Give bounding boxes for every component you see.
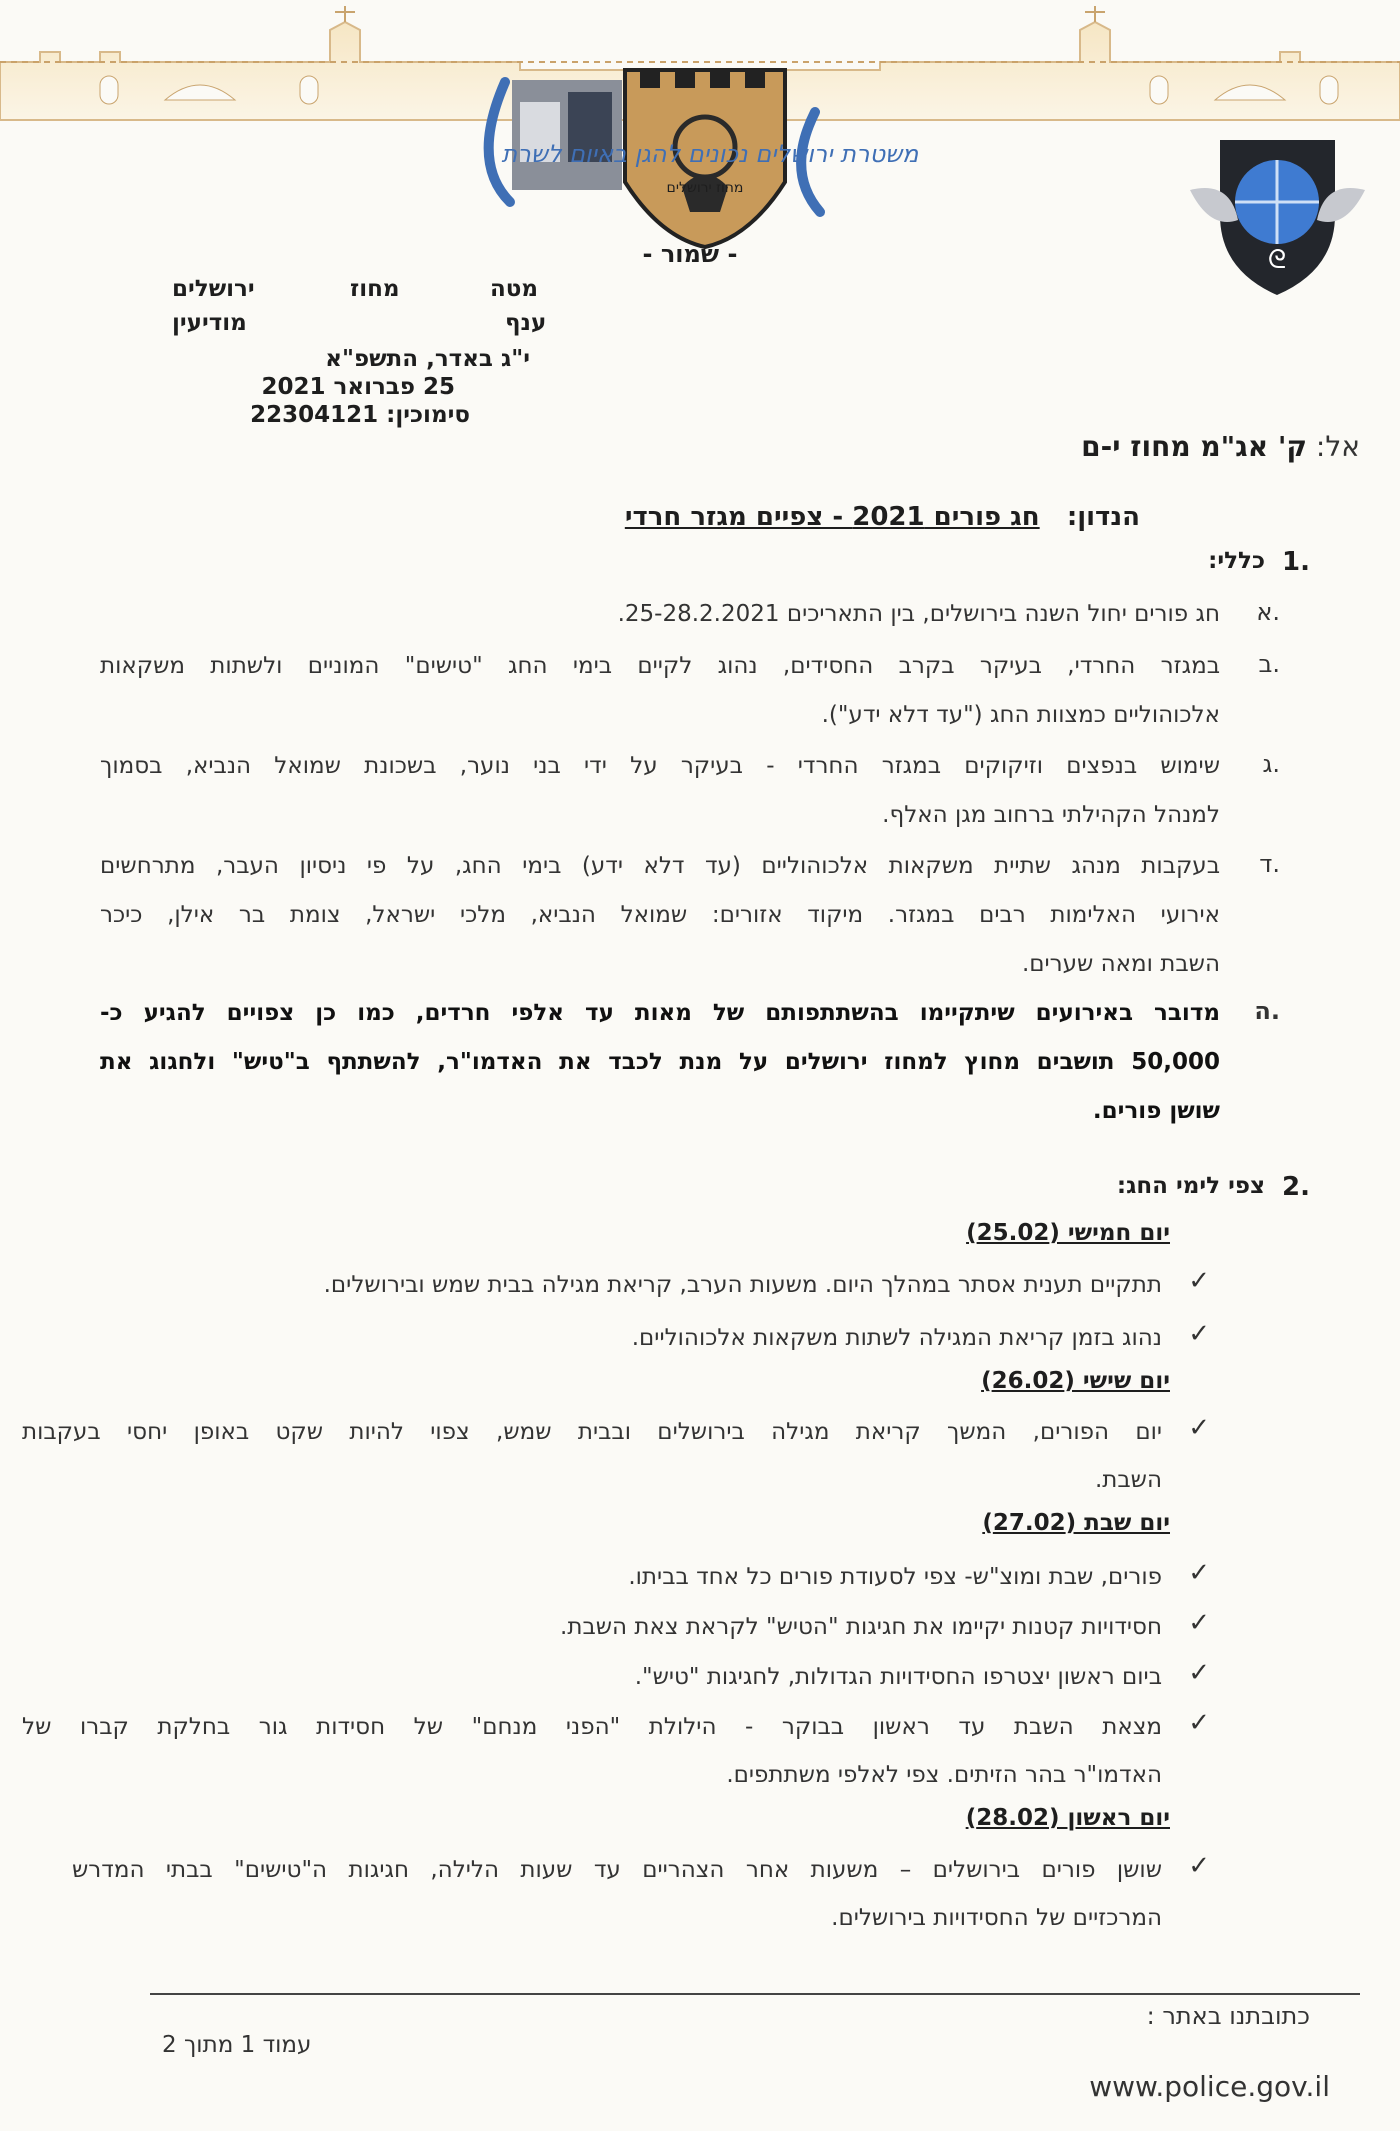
subject-line [625, 502, 1140, 532]
org-branch-1: ענף [505, 310, 547, 336]
check-icon: ✓ [1188, 1558, 1210, 1588]
section-1-item-a: חג פורים יחול השנה בירושלים, בין התאריכים 25-28.2.2021. [617, 601, 1220, 627]
item-line: אירועי האלימות רבים במגזר. מיקוד אזורים: שמואל הנביא, מלכי ישראל, צומת בר אילן, כיכר [100, 902, 1220, 928]
bullet-line: יום הפורים, המשך קריאת מגילה בירושלים ובבית שמש, צפוי להיות שקט באופן יחסי בעקבות [22, 1419, 1162, 1445]
footer-website-link[interactable]: www.police.gov.il [1089, 2070, 1330, 2103]
recipient-value: ק' אג"מ מחוז י-ם [1081, 430, 1308, 463]
bullet-line: השבת. [1094, 1467, 1162, 1493]
item-letter: ב. [1258, 650, 1280, 678]
section-1-item-c [100, 742, 1220, 840]
section-1-number: 1. [1282, 547, 1310, 577]
org-branch-2: מודיעין [172, 310, 247, 336]
day-title-saturday: יום שבת (27.02) [982, 1510, 1170, 1536]
item-line: השבת ומאה שערים. [1021, 951, 1220, 977]
subject-label: הנדון: [1066, 502, 1140, 532]
israel-police-emblem-icon [1190, 120, 1365, 300]
bullet-text: ביום ראשון יצטרפו החסידויות הגדולות, לחגיגות "טיש". [634, 1664, 1162, 1690]
section-1-item-b [100, 642, 1220, 740]
day-title-friday: יום שישי (26.02) [981, 1368, 1170, 1394]
bullet-text: נהוג בזמן קריאת המגילה לשתות משקאות אלכוהוליים. [631, 1325, 1162, 1351]
bullet-text: תתקיים תענית אסתר במהלך היום. משעות הערב, קריאת מגילה בבית שמש ובירושלים. [323, 1272, 1162, 1298]
subject-value-a: חג פורים 2021 [852, 502, 1040, 532]
day-title-sunday: יום ראשון (28.02) [965, 1805, 1170, 1831]
bullet-text: חסידויות קטנות יקיימו את חגיגות "הטיש" לקראת צאת השבת. [560, 1614, 1162, 1640]
item-letter: ג. [1262, 750, 1280, 778]
bullet-line: האדמו"ר בהר הזיתים. צפי לאלפי משתתפים. [726, 1762, 1162, 1788]
section-1-item-d [100, 842, 1220, 989]
classification-label: - שמור - [642, 240, 738, 268]
day-title-thursday: יום חמישי (25.02) [966, 1220, 1170, 1246]
section-2-number: 2. [1282, 1172, 1310, 1202]
item-letter: ד. [1259, 850, 1280, 878]
item-line: שימוש בנפצים וזיקוקים במגזר החרדי - בעיקר על ידי בני נוער, בשכונת שמואל הנביא, בסמוך [100, 753, 1220, 779]
item-letter: א. [1256, 598, 1280, 626]
section-1-title: כללי: [1208, 548, 1265, 574]
check-icon: ✓ [1188, 1266, 1210, 1296]
item-line: 50,000 תושבים מחוץ למחוז ירושלים על מנת לכבד את האדמו"ר, להשתתף ב"טיש" ולחגוג את [100, 1049, 1220, 1075]
check-icon: ✓ [1188, 1708, 1210, 1738]
item-line: במגזר החרדי, בעיקר בקרב החסידים, נהוג לקיים בימי החג "טישים" המוניים ולשתות משקאות [100, 653, 1220, 679]
item-line: למנהל הקהילתי ברחוב מגן האלף. [882, 802, 1220, 828]
org-dept-3: ירושלים [172, 276, 255, 302]
item-letter: ה. [1254, 997, 1280, 1025]
bullet-text [72, 1846, 1162, 1942]
footer-site-label: כתובתנו באתר : [1146, 2002, 1310, 2030]
subject-value-b: - צפיים מגזר חרדי [624, 502, 853, 532]
bullet-line: שושן פורים בירושלים – משעות אחר הצהריים עד שעות הלילה, חגיגות ה"טישים" בבתי המדרש [72, 1857, 1162, 1883]
section-2-title: צפי לימי החג: [1116, 1173, 1265, 1199]
check-icon: ✓ [1188, 1608, 1210, 1638]
bullet-line: מצאת השבת עד ראשון בבוקר - הילולת "הפני מנחם" של חסידות גור בחלקת קברו של [22, 1714, 1162, 1740]
page-number: עמוד 1 מתוך 2 [162, 2032, 312, 2058]
item-line: אלכוהוליים כמצוות החג ("עד דלא ידע"). [821, 702, 1220, 728]
bullet-text [22, 1408, 1162, 1504]
recipient-label: אל: [1315, 430, 1360, 463]
svg-text:ᘓ: ᘓ [1267, 245, 1287, 275]
footer-divider [150, 1993, 1360, 1995]
bullet-text: פורים, שבת ומוצ"ש- צפי לסעודת פורים כל אחד בביתו. [628, 1564, 1162, 1590]
check-icon: ✓ [1188, 1319, 1210, 1349]
check-icon: ✓ [1188, 1658, 1210, 1688]
date-hebrew: י"ג באדר, התשפ"א [325, 346, 530, 372]
bullet-line: המרכזיים של החסידויות בירושלים. [831, 1905, 1162, 1931]
item-line: בעקבות מנהג שתיית משקאות אלכוהוליים (עד דלא ידע) בימי החג, על פי ניסיון העבר, מתרחשים [100, 853, 1220, 879]
date-gregorian: 25 פברואר 2021 [261, 374, 455, 400]
item-line: מדובר באירועים שיתקיימו בהשתתפותם של מאות עד אלפי חרדים, כמו כן צפויים להגיע כ- [100, 1000, 1220, 1026]
recipient-line [1081, 430, 1360, 463]
item-line: שושן פורים. [1092, 1098, 1220, 1124]
org-dept-2: מחוז [350, 276, 400, 302]
emblem-label: מחוז ירושלים [666, 180, 744, 196]
check-icon: ✓ [1188, 1851, 1210, 1881]
bullet-text [22, 1703, 1162, 1799]
reference-number: סימוכין: 22304121 [250, 402, 470, 428]
check-icon: ✓ [1188, 1413, 1210, 1443]
org-dept-1: מטה [490, 276, 539, 302]
logo-slogan: משטרת ירושלים נכונים להגן באיום לשרת [501, 140, 919, 168]
section-1-item-e [100, 989, 1220, 1136]
